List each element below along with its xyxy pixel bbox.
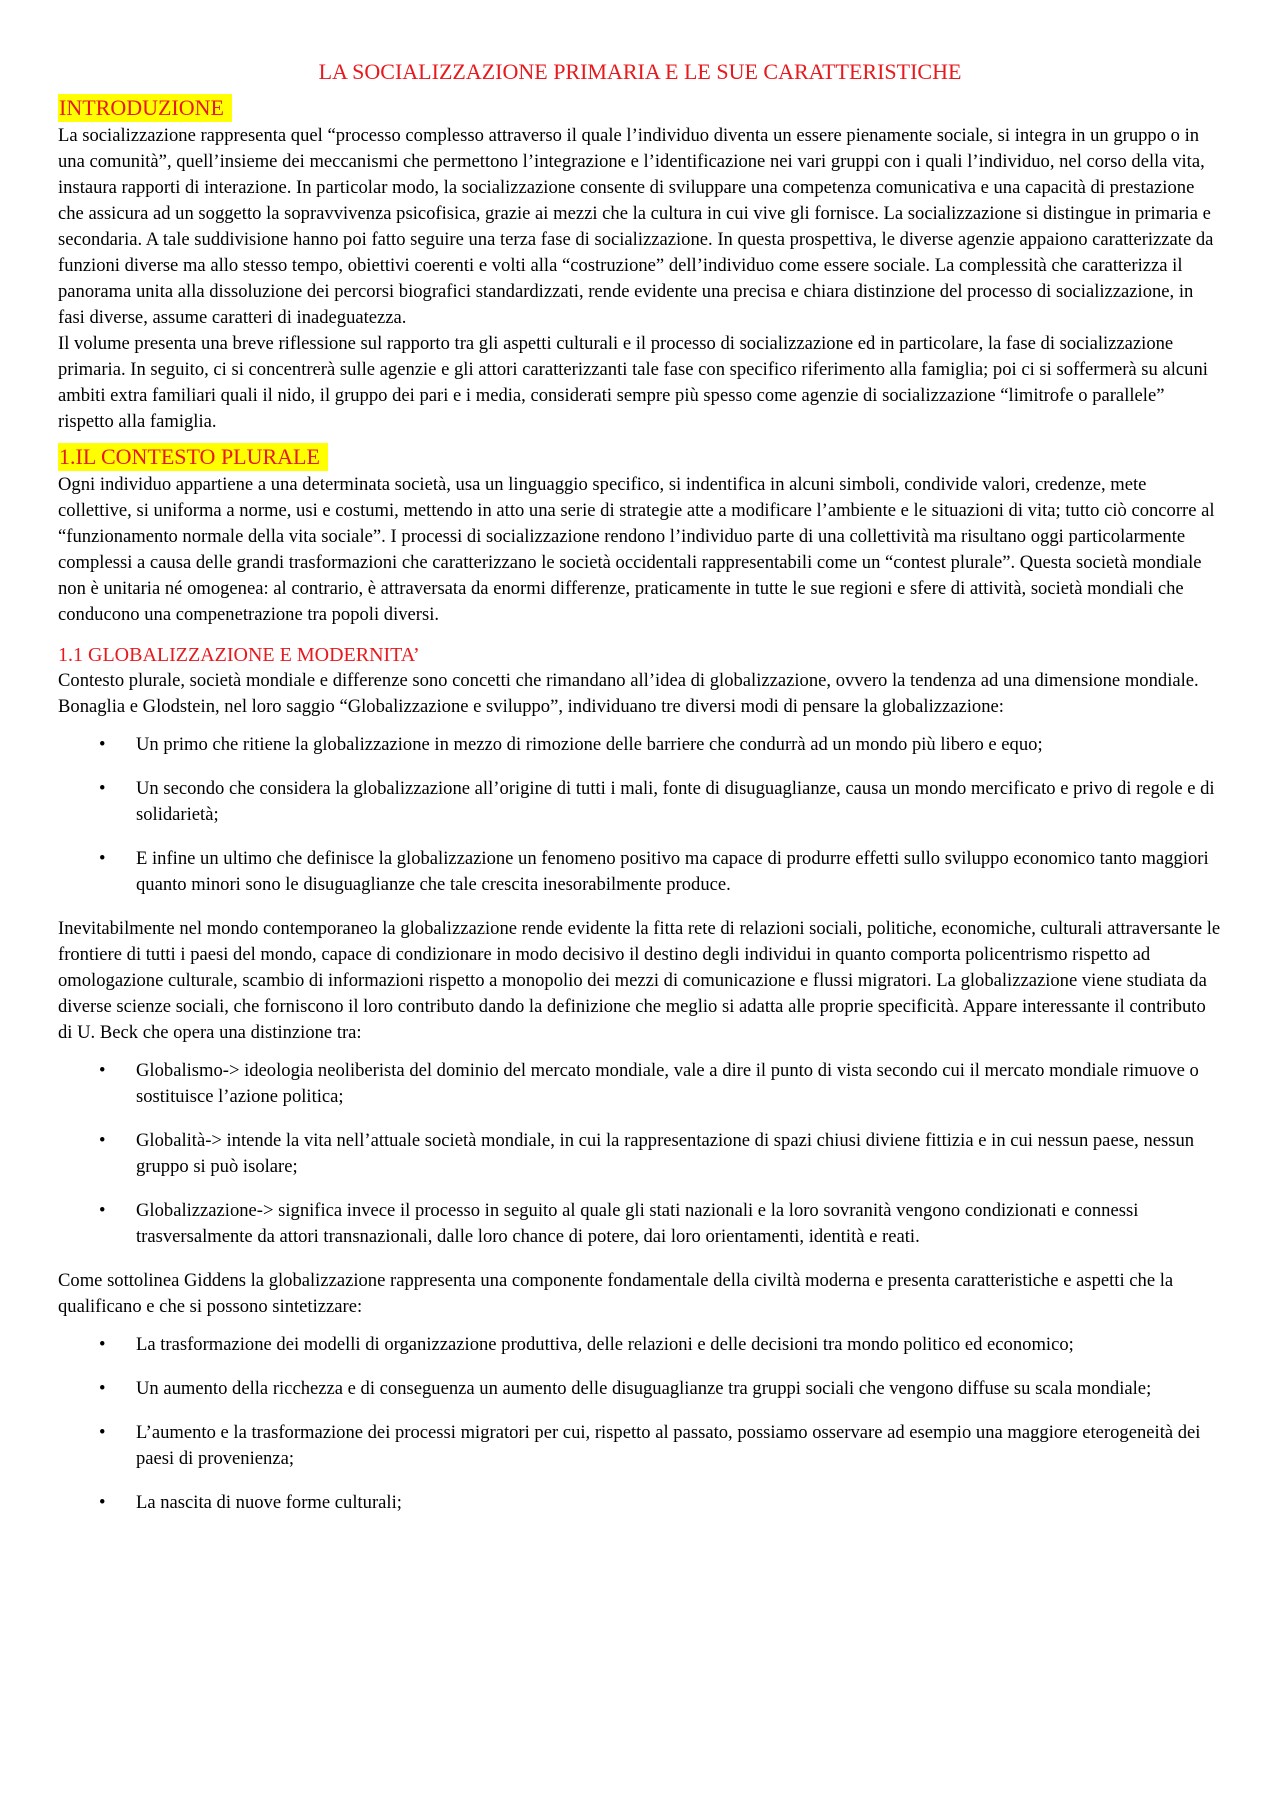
list-item-text: Globalità-> intende la vita nell’attuale società mondiale, in cui la rappresentazione di spazi chiusi diviene fittizia e in cui nessun paese, nessun gruppo si può isolare; xyxy=(136,1130,1195,1177)
list-item-text: Un secondo che considera la globalizzazione all’origine di tutti i mali, fonte di disuguaglianze, causa un mondo mercificato e privo di regole e di solidarietà; xyxy=(136,778,1215,825)
giddens-paragraph: Come sottolinea Giddens la globalizzazione rappresenta una componente fondamentale della civiltà moderna e presenta caratteristiche e aspetti che la qualificano e che si possono sintetizzare: xyxy=(58,1270,1174,1317)
bullet-list-beck xyxy=(58,1058,1222,1250)
list-item-text: Un primo che ritiene la globalizzazione in mezzo di rimozione delle barriere che condurrà ad un mondo più libero e equo; xyxy=(136,734,1043,755)
heading-globalizzazione-modernita: 1.1 GLOBALIZZAZIONE E MODERNITA’ xyxy=(58,644,420,666)
list-item-text: La trasformazione dei modelli di organizzazione produttiva, delle relazioni e delle decisioni tra mondo politico ed economico; xyxy=(136,1334,1074,1355)
bullet-icon: • xyxy=(99,1060,106,1081)
bullet-icon: • xyxy=(99,1200,106,1221)
bullet-icon: • xyxy=(99,1492,106,1513)
heading-introduzione: INTRODUZIONE xyxy=(58,94,232,122)
list-item xyxy=(58,1058,1222,1110)
list-item-text: La nascita di nuove forme culturali; xyxy=(136,1492,402,1513)
contesto-paragraph: Ogni individuo appartiene a una determinata società, usa un linguaggio specifico, si indentifica in alcuni simboli, condivide valori, credenze, mete collettive, si uniforma a norme, usi e costumi, mettendo in atto una serie di strategie atte a modificare l’ambiente e le situazioni di vita; tutto ciò concorre al “funzionamento normale della vita sociale”. I processi di socializzazione rendono l’individuo parte di una collettività ma risultano oggi particolarmente complessi a causa delle grandi trasformazioni che caratterizzano le società occidentali rappresentabili come un “contest plurale”. Questa società mondiale non è unitaria né omogenea: al contrario, è attraversata da enormi differenze, praticamente in tutte le sue regioni e sfere di attività, società mondiali che conducono una compenetrazione tra popoli diversi. xyxy=(58,474,1215,625)
list-item-text: L’aumento e la trasformazione dei processi migratori per cui, rispetto al passato, possiamo osservare ad esempio una maggiore eterogeneità dei paesi di provenienza; xyxy=(136,1422,1201,1469)
bullet-icon: • xyxy=(99,1378,106,1399)
list-item xyxy=(58,846,1222,898)
bullet-icon: • xyxy=(99,734,106,755)
bullet-icon: • xyxy=(99,1130,106,1151)
list-item xyxy=(58,1128,1222,1180)
list-item xyxy=(58,1420,1222,1472)
list-item xyxy=(58,1198,1222,1250)
list-item xyxy=(58,1332,1222,1358)
bullet-icon: • xyxy=(99,778,106,799)
list-item-text: Un aumento della ricchezza e di conseguenza un aumento delle disuguaglianze tra gruppi sociali che vengono diffuse su scala mondiale; xyxy=(136,1378,1152,1399)
list-item-text: Globalismo-> ideologia neoliberista del dominio del mercato mondiale, vale a dire il punto di vista secondo cui il mercato mondiale rimuove o sostituisce l’azione politica; xyxy=(136,1060,1199,1107)
list-item xyxy=(58,732,1222,758)
bullet-list-modi xyxy=(58,732,1222,898)
list-item xyxy=(58,1376,1222,1402)
list-item-text: Globalizzazione-> significa invece il processo in seguito al quale gli stati nazionali e la loro sovranità vengono condizionati e connessi trasversalmente da attori transnazionali, dalle loro chance di potere, dai loro orientamenti, identità e reati. xyxy=(136,1200,1139,1247)
globalizzazione-middle-paragraph: Inevitabilmente nel mondo contemporaneo la globalizzazione rende evidente la fitta rete di relazioni sociali, politiche, economiche, culturali attraversante le frontiere di tutti i paesi del mondo, capace di condizionare in modo decisivo il destino degli individui in quanto comporta policentrismo rispetto ad omologazione culturale, scambio di informazioni rispetto a monopolio dei mezzi di comunicazione e flussi migratori. La globalizzazione viene studiata da diverse scienze sociali, che forniscono il loro contributo dando la definizione che meglio si adatta alle proprie specificità. Appare interessante il contributo di U. Beck che opera una distinzione tra: xyxy=(58,918,1221,1043)
intro-paragraph-2: Il volume presenta una breve riflessione sul rapporto tra gli aspetti culturali e il processo di socializzazione ed in particolare, la fase di socializzazione primaria. In seguito, ci si concentrerà sulle agenzie e gli attori caratterizzanti tale fase con specifico riferimento alla famiglia; poi ci si soffermerà su alcuni ambiti extra familiari quali il nido, il gruppo dei pari e i media, considerati sempre più spesso come agenzie di socializzazione “limitrofe o parallele” rispetto alla famiglia. xyxy=(58,333,1208,432)
intro-paragraph-1: La socializzazione rappresenta quel “processo complesso attraverso il quale l’individuo diventa un essere pienamente sociale, si integra in un gruppo o in una comunità”, quell’insieme dei meccanismi che permettono l’integrazione e l’identificazione nei vari gruppi con i quali l’individuo, nel corso della vita, instaura rapporti di interazione. In particolar modo, la socializzazione consente di sviluppare una competenza comunicativa e una capacità di prestazione che assicura ad un soggetto la sopravvivenza psicofisica, grazie ai mezzi che la cultura in cui vive gli fornisce. La socializzazione si distingue in primaria e secondaria. A tale suddivisione hanno poi fatto seguire una terza fase di socializzazione. In questa prospettiva, le diverse agenzie appaiono caratterizzate da funzioni diverse ma allo stesso tempo, obiettivi coerenti e volti alla “costruzione” dell’individuo come essere sociale. La complessità che caratterizza il panorama unita alla dissoluzione dei percorsi biografici standardizzati, rende evidente una precisa e chiara distinzione del processo di socializzazione, in fasi diverse, assume caratteri di inadeguatezza. xyxy=(58,125,1214,328)
list-item xyxy=(58,1490,1222,1516)
heading-contesto-plurale: 1.IL CONTESTO PLURALE xyxy=(58,443,328,471)
bullet-icon: • xyxy=(99,1422,106,1443)
list-item xyxy=(58,776,1222,828)
bullet-icon: • xyxy=(99,1334,106,1355)
bullet-icon: • xyxy=(99,848,106,869)
bullet-list-giddens xyxy=(58,1332,1222,1516)
list-item-text: E infine un ultimo che definisce la globalizzazione un fenomeno positivo ma capace di produrre effetti sullo sviluppo economico tanto maggiori quanto minori sono le disuguaglianze che tale crescita inesorabilmente produce. xyxy=(136,848,1209,895)
globalizzazione-intro-paragraph: Contesto plurale, società mondiale e differenze sono concetti che rimandano all’idea di globalizzazione, ovvero la tendenza ad una dimensione mondiale. Bonaglia e Glodstein, nel loro saggio “Globalizzazione e sviluppo”, individuano tre diversi modi di pensare la globalizzazione: xyxy=(58,670,1199,717)
document-title: LA SOCIALIZZAZIONE PRIMARIA E LE SUE CARATTERISTICHE xyxy=(318,59,962,84)
